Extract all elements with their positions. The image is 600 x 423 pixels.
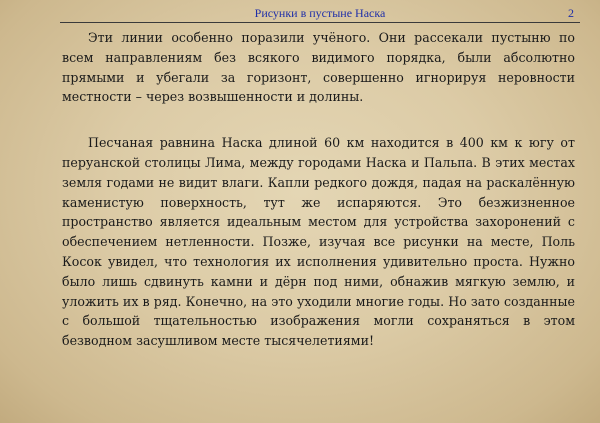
page-header (60, 5, 580, 23)
header-divider (60, 22, 580, 23)
page-body (62, 28, 575, 351)
paragraph-lines-description: Эти линии особенно поразили учёного. Они рассекали пустыню по всем направлениям без всякого видимого порядка, были абсолютно прямыми и убегали за горизонт, совершенно игнорируя неровности местности – через возвышенности и долины. (62, 30, 575, 105)
page-number: 2 (568, 6, 574, 20)
paragraph-nazca-plain: Песчаная равнина Наска длиной 60 км находится в 400 км к югу от перуанской столицы Лима, между городами Наска и Пальпа. В этих местах земля годами не видит влаги. Капли редкого дождя, падая на раскалённую каменистую поверхность, тут же испаряются. Это безжизненное пространство является идеальным местом для устройства захоронений с обеспечением нетленности. Позже, изучая все рисунки на месте, Поль Косок увидел, что технология их исполнения удивительно проста. Нужно было лишь сдвинуть камни и дёрн под ними, обнажив мягкую землю, и уложить их в ряд. Конечно, на это уходили многие годы. Но зато созданные с большой тщательностью изображения могли сохраняться в этом безводном засушливом месте тысячелетиями! (62, 135, 575, 349)
running-title: Рисунки в пустыне Наска (254, 6, 386, 20)
